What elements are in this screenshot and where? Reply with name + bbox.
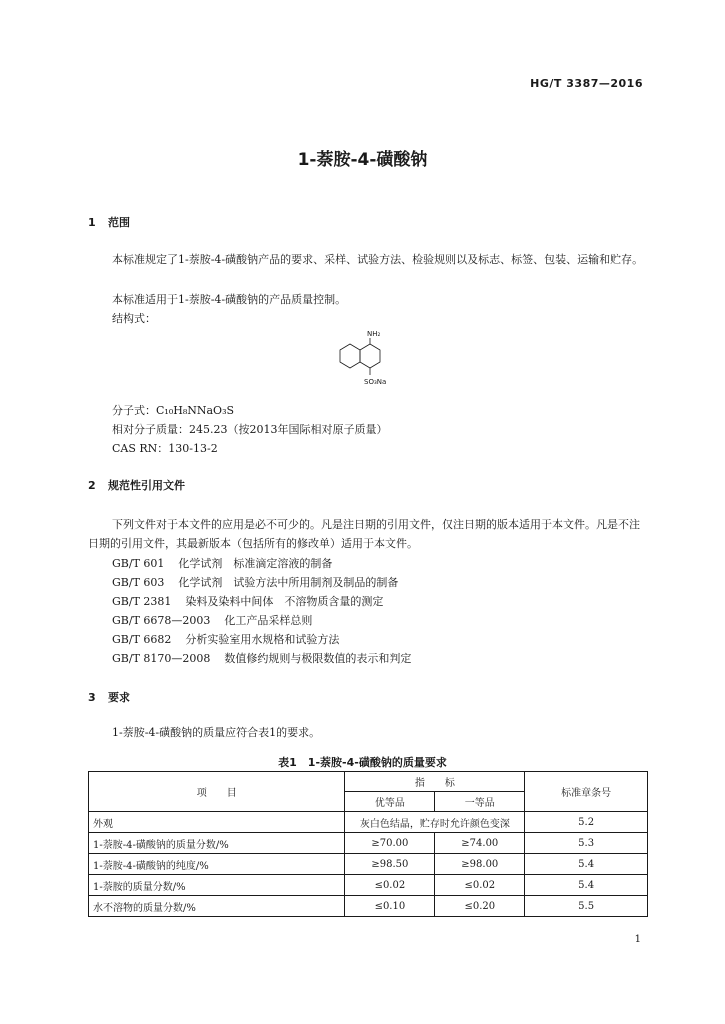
table-row: [89, 812, 648, 833]
table-row: [89, 875, 648, 896]
header-clause: 标准章条号: [525, 772, 648, 812]
section-1-heading: [88, 214, 130, 230]
row-superior: ≥70.00: [345, 833, 435, 854]
molecular-mass: 相对分子质量：245.23（按2013年国际相对原子质量）: [112, 423, 388, 436]
section-2-title: 规范性引用文件: [108, 479, 185, 492]
reference-code: GB/T 601: [112, 557, 165, 570]
reference-item: [112, 631, 339, 647]
section-1-title: 范围: [108, 216, 130, 229]
row-item: 1-萘胺-4-磺酸钠的纯度/%: [89, 854, 345, 875]
reference-code: GB/T 603: [112, 576, 165, 589]
scope-paragraph: 本标准规定了1-萘胺-4-磺酸钠产品的要求、采样、试验方法、检验规则以及标志、标签、包装、运输和贮存。: [112, 253, 644, 266]
structure-sulfonate-group: SO₃Na: [364, 378, 387, 386]
row-first: ≥98.00: [435, 854, 525, 875]
structure-label: 结构式：: [112, 312, 156, 325]
section-3-number: 3: [88, 691, 96, 704]
row-item: 1-萘胺的质量分数/%: [89, 875, 345, 896]
table-row: [89, 833, 648, 854]
reference-title: 数值修约规则与极限数值的表示和判定: [224, 652, 412, 665]
document-title: 1-萘胺-4-磺酸钠: [297, 150, 428, 170]
reference-item: [112, 555, 332, 571]
row-item: 外观: [89, 812, 345, 833]
reference-item: [112, 650, 411, 666]
reference-item: [112, 574, 398, 590]
section-2-heading: [88, 477, 185, 493]
reference-code: GB/T 8170—2008: [112, 652, 211, 665]
row-clause: 5.2: [525, 812, 648, 833]
row-item: 水不溶物的质量分数/%: [89, 896, 345, 917]
row-item: 1-萘胺-4-磺酸钠的质量分数/%: [89, 833, 345, 854]
row-clause: 5.3: [525, 833, 648, 854]
reference-item: [112, 612, 312, 628]
table-row: [89, 896, 648, 917]
header-first-grade: 一等品: [435, 792, 525, 812]
reference-code: GB/T 6678—2003: [112, 614, 211, 627]
references-intro: 下列文件对于本文件的应用是必不可少的。凡是注日期的引用文件，仅注日期的版本适用于本文件。凡是不注日期的引用文件，其最新版本（包括所有的修改单）适用于本文件。: [88, 518, 640, 550]
row-superior: ≥98.50: [345, 854, 435, 875]
standard-code: HG/T 3387—2016: [530, 77, 643, 90]
applicability-paragraph: 本标准适用于1-萘胺-4-磺酸钠的产品质量控制。: [112, 293, 347, 306]
row-superior: ≤0.02: [345, 875, 435, 896]
reference-title: 化工产品采样总则: [224, 614, 313, 627]
section-3-title: 要求: [108, 691, 130, 704]
table-row: [89, 854, 648, 875]
reference-title: 化学试剂 标准滴定溶液的制备: [178, 557, 333, 570]
section-2-number: 2: [88, 479, 96, 492]
reference-title: 化学试剂 试验方法中所用制剂及制品的制备: [178, 576, 399, 589]
reference-title: 分析实验室用水规格和试验方法: [185, 633, 340, 646]
molecular-formula: 分子式：C₁₀H₈NNaO₃S: [112, 404, 235, 417]
structure-amine-group: NH₂: [367, 330, 381, 338]
row-merged-index: 灰白色结晶，贮存时允许颜色变深: [345, 812, 525, 833]
reference-code: GB/T 2381: [112, 595, 172, 608]
cas-number: CAS RN：130-13-2: [112, 442, 218, 455]
table-header-row: [89, 772, 648, 792]
header-index: 指 标: [345, 772, 525, 792]
header-superior-grade: 优等品: [345, 792, 435, 812]
quality-requirements-table: [88, 771, 648, 917]
section-3-heading: [88, 689, 130, 705]
reference-title: 染料及染料中间体 不溶物质含量的测定: [185, 595, 384, 608]
reference-code: GB/T 6682: [112, 633, 172, 646]
row-superior: ≤0.10: [345, 896, 435, 917]
row-clause: 5.4: [525, 875, 648, 896]
row-first: ≤0.02: [435, 875, 525, 896]
row-first: ≥74.00: [435, 833, 525, 854]
reference-item: [112, 593, 383, 609]
row-first: ≤0.20: [435, 896, 525, 917]
row-clause: 5.4: [525, 854, 648, 875]
structural-formula: [335, 330, 415, 392]
table-caption: 表1 1-萘胺-4-磺酸钠的质量要求: [278, 756, 447, 769]
row-clause: 5.5: [525, 896, 648, 917]
section-1-number: 1: [88, 216, 96, 229]
page-number: 1: [634, 934, 641, 945]
requirements-intro: 1-萘胺-4-磺酸钠的质量应符合表1的要求。: [112, 726, 321, 739]
header-item: 项 目: [89, 772, 345, 812]
